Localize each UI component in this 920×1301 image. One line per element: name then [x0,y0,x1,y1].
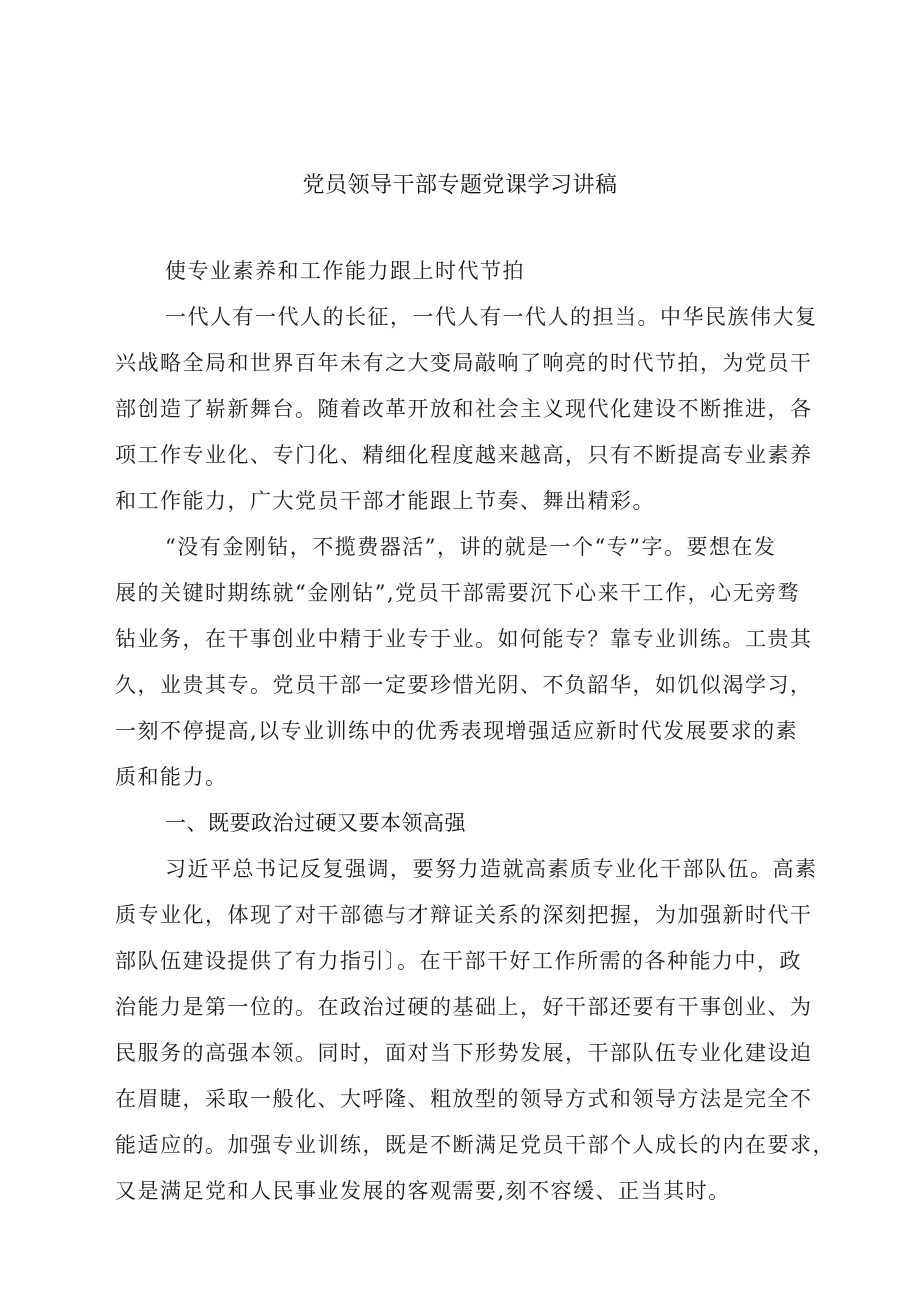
paragraph-line: 能适应的。加强专业训练，既是不断满足党员干部个人成长的内在要求， [115,1133,835,1157]
paragraph-line: 治能力是第一位的。在政治过硬的基础上，好干部还要有干事创业、为 [115,995,813,1019]
paragraph-line: 钻业务，在干事创业中精于业专于业。如何能专？靠专业训练。工贵其 [115,627,813,651]
paragraph-line: 习近平总书记反复强调，要努力造就高素质专业化干部队伍。高素 [165,857,818,881]
document-body [115,248,845,1214]
paragraph-line: 民服务的高强本领。同时，面对当下形势发展，干部队伍专业化建设迫 [115,1041,813,1065]
paragraph-line: 在眉睫，采取一般化、大呼隆、粗放型的领导方式和领导方法是完全不 [115,1087,813,1111]
paragraph-line: 又是满足党和人民事业发展的客观需要,刻不容缓、正当其时。 [115,1179,731,1203]
paragraph-line: 久，业贵其专。党员干部一定要珍惜光阴、不负韶华，如饥似渴学习， [115,673,813,697]
paragraph-line: 质专业化，体现了对干部德与才辩证关系的深刻把握，为加强新时代干 [115,903,813,927]
paragraph-line: 部队伍建设提供了有力指引〕。在干部干好工作所需的各种能力中，政 [115,949,802,973]
paragraph-line: 一代人有一代人的长征，一代人有一代人的担当。中华民族伟大复 [165,305,818,329]
paragraph-line: 兴战略全局和世界百年未有之大变局敲响了响亮的时代节拍，为党员干 [115,351,813,375]
paragraph-line: 部创造了崭新舞台。随着改革开放和社会主义现代化建设不断推进，各 [115,397,813,421]
subtitle-line: 使专业素养和工作能力跟上时代节拍 [165,259,525,283]
paragraph-line: 和工作能力，广大党员干部才能跟上节奏、舞出精彩。 [115,489,655,513]
document-title: 党员领导干部专题党课学习讲稿 [302,173,618,198]
paragraph-line: “没有金刚钻，不揽费器活”，讲的就是一个“专”字。要想在发 [165,535,777,559]
paragraph-line: 项工作专业化、专门化、精细化程度越来越高，只有不断提高专业素养 [115,443,813,467]
paragraph-line: 质和能力。 [115,765,228,789]
paragraph-line: 展的关键时期练就“金刚钻”,党员干部需要沉下心来干工作，心无旁骛 [115,581,801,605]
paragraph-line: 一刻不停提高,以专业训练中的优秀表现增强适应新时代发展要求的素 [115,719,799,743]
section-heading: 一、既要政治过硬又要本领高强 [165,811,466,835]
